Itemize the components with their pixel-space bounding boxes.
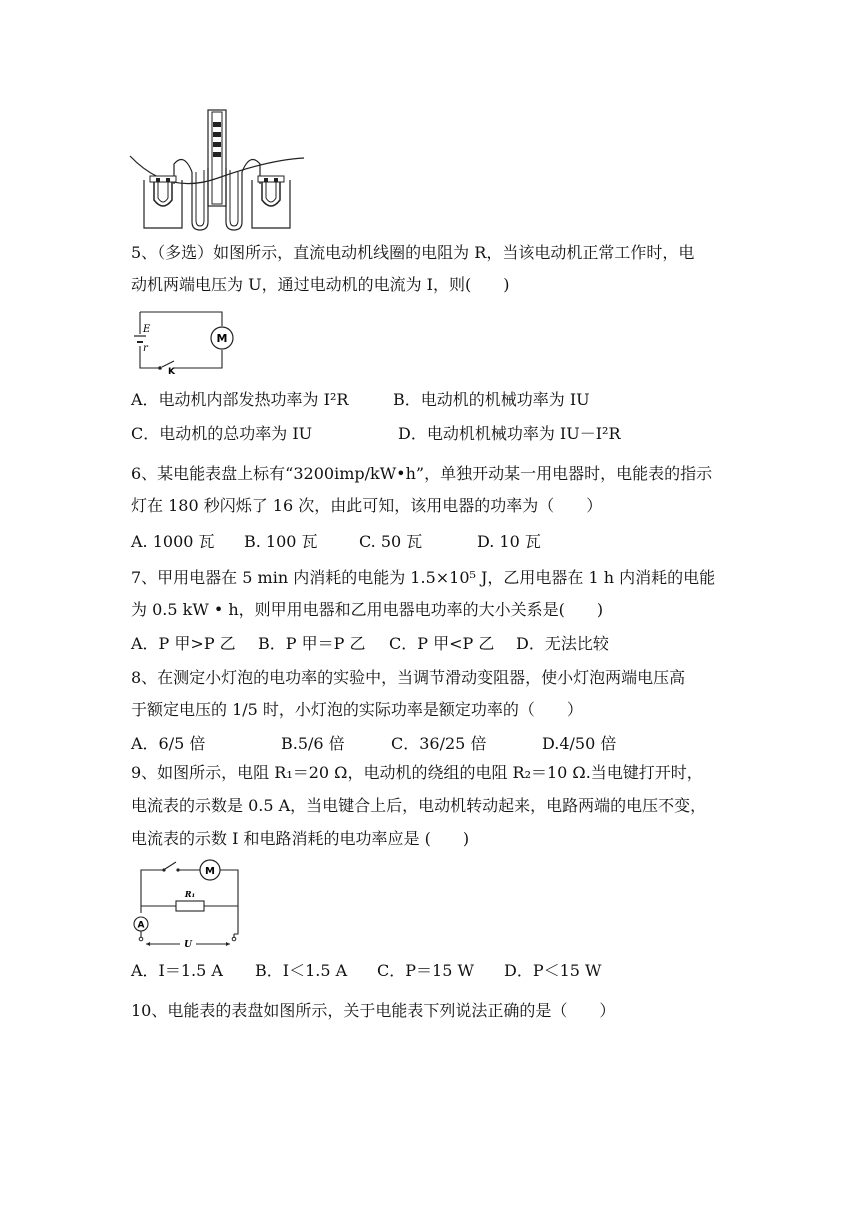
q9-resistor-label: R₁ — [184, 889, 196, 899]
q6-option-c: C. 50 瓦 — [359, 532, 423, 551]
q9-option-a: A．I＝1.5 A — [131, 961, 223, 980]
q9-option-d: D．P＜15 W — [504, 961, 602, 980]
q9-option-c: C．P＝15 W — [377, 961, 474, 980]
apparatus-figure — [128, 108, 308, 232]
q8-line-1: 8、在测定小灯泡的电功率的实验中，当调节滑动变阻器，使小灯泡两端电压高 — [131, 668, 686, 687]
q5-option-d: D．电动机机械功率为 IU－I²R — [398, 424, 621, 443]
q8-option-a: A．6/5 倍 — [131, 734, 206, 753]
q5-emf-label: E — [143, 324, 151, 335]
q5-motor-label: M — [216, 332, 228, 345]
q6-option-a: A. 1000 瓦 — [131, 532, 215, 551]
q7-option-d: D．无法比较 — [516, 634, 609, 653]
q9-line-2: 电流表的示数是 0.5 A，当电键合上后，电动机转动起来，电路两端的电压不变， — [131, 796, 707, 815]
q5-switch-label: K — [168, 367, 175, 374]
q5-option-c: C．电动机的总功率为 IU — [131, 424, 313, 443]
q7-option-a: A．P 甲>P 乙 — [131, 634, 236, 653]
q9-line-3: 电流表的示数 I 和电路消耗的电功率应是 ( ) — [131, 829, 470, 848]
q8-option-b: B.5/6 倍 — [281, 734, 345, 753]
q6-option-d: D. 10 瓦 — [477, 532, 541, 551]
q5-circuit-figure — [134, 306, 244, 374]
q5-option-b: B．电动机的机械功率为 IU — [393, 390, 590, 409]
q7-option-c: C．P 甲<P 乙 — [389, 634, 495, 653]
q8-line-2: 于额定电压的 1/5 时，小灯泡的实际功率是额定功率的（ ） — [131, 700, 583, 719]
q6-option-b: B. 100 瓦 — [244, 532, 318, 551]
q6-line-1: 6、某电能表盘上标有“3200imp/kW•h”，单独开动某一用电器时，电能表的指示 — [131, 464, 713, 483]
q10-line-1: 10、电能表的表盘如图所示，关于电能表下列说法正确的是（ ） — [131, 1001, 616, 1020]
q7-option-b: B．P 甲＝P 乙 — [258, 634, 366, 653]
q9-line-1: 9、如图所示，电阻 R₁＝20 Ω，电动机的绕组的电阻 R₂＝10 Ω.当电键打开时， — [131, 763, 703, 782]
q5-option-a: A．电动机内部发热功率为 I²R — [131, 390, 349, 409]
q8-option-c: C．36/25 倍 — [391, 734, 487, 753]
q5-line-2: 动机两端电压为 U，通过电动机的电流为 I，则( ) — [131, 275, 510, 294]
q9-motor-label: M — [205, 866, 215, 877]
q6-line-2: 灯在 180 秒闪烁了 16 次，由此可知，该用电器的功率为（ ） — [131, 496, 603, 515]
q9-circuit-figure — [130, 858, 246, 948]
q5-internal-resistance-label: r — [143, 343, 148, 354]
q7-line-2: 为 0.5 kW • h，则甲用电器和乙用电器电功率的大小关系是( ) — [131, 600, 604, 619]
q5-line-1: 5、（多选）如图所示，直流电动机线圈的电阻为 R，当该电动机正常工作时，电 — [131, 243, 695, 262]
q9-option-b: B．I＜1.5 A — [255, 961, 348, 980]
q9-ammeter-label: A — [137, 920, 145, 931]
q7-line-1: 7、甲用电器在 5 min 内消耗的电能为 1.5×10⁵ J，乙用电器在 1 h 内消耗的电能 — [131, 568, 716, 587]
q8-option-d: D.4/50 倍 — [542, 734, 617, 753]
q9-voltage-label: U — [184, 940, 192, 948]
